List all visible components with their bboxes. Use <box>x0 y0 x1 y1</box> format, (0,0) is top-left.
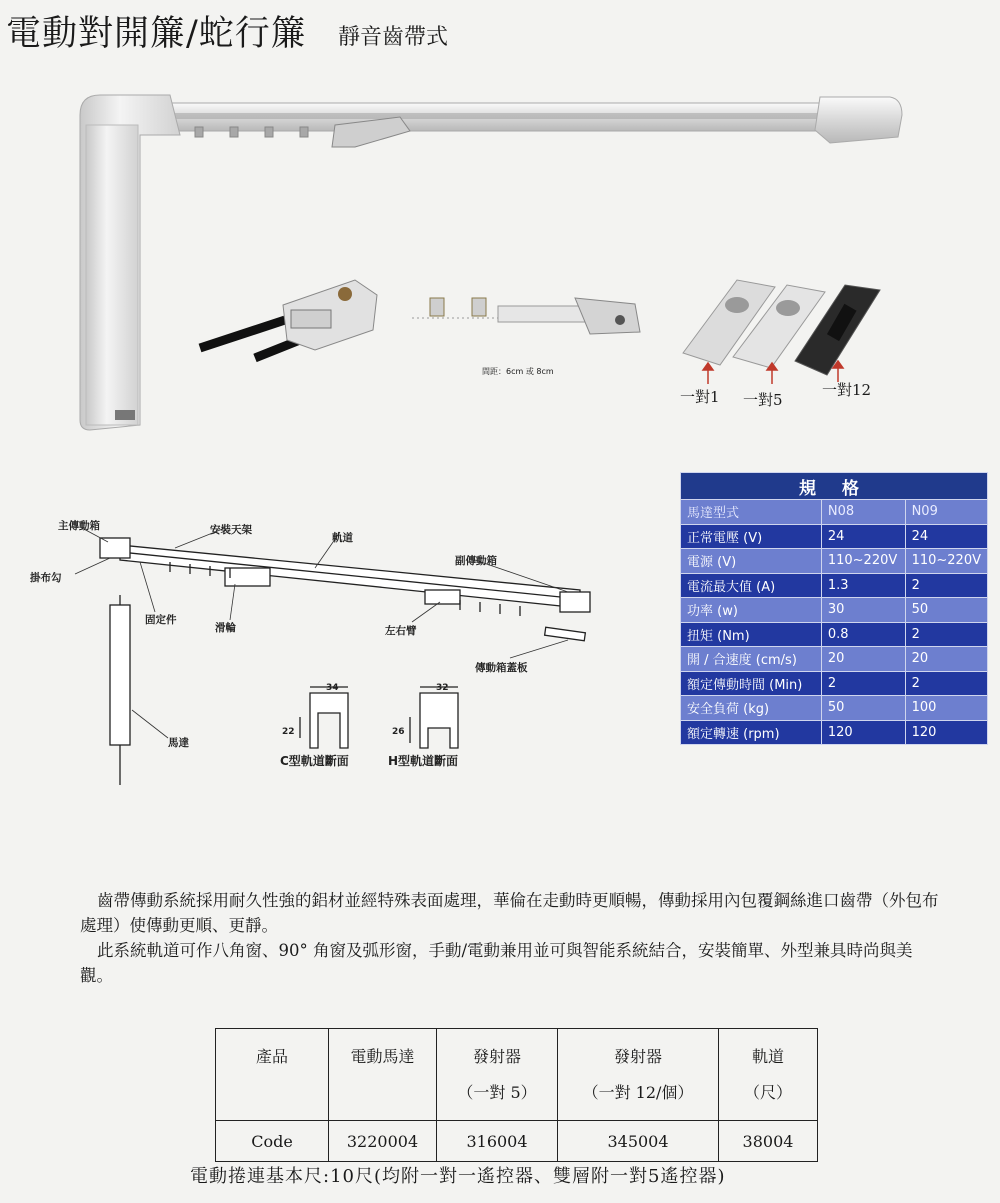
track-diagram <box>20 510 640 790</box>
code-header-cell: 發射器 （一對 12/個） <box>558 1029 719 1121</box>
label-hook: 掛布勾 <box>30 572 62 584</box>
description-paragraph-1: 齒帶傳動系統採用耐久性強的鋁材並經特殊表面處理，華倫在走動時更順暢，傳動採用內包覆鋼絲進口齒帶（外包布處理）使傳動更順、更靜。 <box>80 891 939 935</box>
spec-row: 開 / 合速度 (cm/s) 20 20 <box>681 647 988 672</box>
code-header-cell: 電動馬達 <box>329 1029 437 1121</box>
remote-label-12: 一對12 <box>822 381 872 399</box>
spec-row: 安全負荷 (kg) 50 100 <box>681 696 988 721</box>
spec-row: 扭矩 (Nm) 0.8 2 <box>681 622 988 647</box>
label-box-cover: 傳動箱蓋板 <box>475 662 528 674</box>
code-header-cell: 產品 <box>216 1029 329 1121</box>
gear-spacing-label: 間距：6cm 或 8cm <box>482 367 554 376</box>
code-cell: 38004 <box>719 1121 818 1162</box>
label-arm: 左右臂 <box>385 625 417 637</box>
code-cell: 316004 <box>437 1121 558 1162</box>
label-pulley: 滑輪 <box>215 622 236 634</box>
label-c-height: 22 <box>282 727 295 737</box>
spec-table <box>680 472 988 745</box>
page-subtitle: 靜音齒帶式 <box>338 25 449 50</box>
spec-row: 額定轉速 (rpm) 120 120 <box>681 720 988 745</box>
label-main-drive-box: 主傳動箱 <box>58 520 100 532</box>
code-header-cell: 發射器 （一對 5） <box>437 1029 558 1121</box>
code-header-cell: 軌道 （尺） <box>719 1029 818 1121</box>
spec-row: 正常電壓 (V) 24 24 <box>681 524 988 549</box>
motor-track-photo <box>70 85 920 445</box>
spec-header-row: 馬達型式 N08 N09 <box>681 500 988 525</box>
description-paragraph-2: 此系統軌道可作八角窗、90° 角窗及弧形窗，手動/電動兼用並可與智能系統結合，安裝簡單、外型兼具時尚與美觀。 <box>80 941 913 985</box>
label-h-width: 32 <box>436 683 449 693</box>
label-sub-drive-box: 副傳動箱 <box>455 555 497 567</box>
remote-label-1: 一對1 <box>680 388 720 406</box>
spec-row: 功率 (w) 30 50 <box>681 598 988 623</box>
label-c-section: C型軌道斷面 <box>280 754 349 768</box>
label-h-section: H型軌道斷面 <box>388 754 459 768</box>
remote-label-5: 一對5 <box>743 391 783 409</box>
spec-row: 額定傳動時間 (Min) 2 2 <box>681 671 988 696</box>
label-h-height: 26 <box>392 727 405 737</box>
label-fixing-part: 固定件 <box>145 614 177 626</box>
page-title: 電動對開簾/蛇行簾 <box>6 14 307 54</box>
spec-row: 電流最大值 (A) 1.3 2 <box>681 573 988 598</box>
spec-row: 電源 (V) 110~220V 110~220V <box>681 549 988 574</box>
code-cell: 345004 <box>558 1121 719 1162</box>
label-c-width: 34 <box>326 683 339 693</box>
code-cell: 3220004 <box>329 1121 437 1162</box>
label-install-bracket: 安裝天架 <box>210 524 252 536</box>
code-cell: Code <box>216 1121 329 1162</box>
label-motor: 馬達 <box>168 737 189 749</box>
drive-box-photo <box>195 270 395 365</box>
spec-heading: 規 格 <box>681 473 988 500</box>
label-track: 軌道 <box>332 532 353 544</box>
footer-note: 電動捲連基本尺:10尺(均附一對一遙控器、雙層附一對5遙控器) <box>190 1166 726 1187</box>
runner-parts-photo <box>410 292 650 340</box>
product-code-table <box>215 1028 818 1162</box>
